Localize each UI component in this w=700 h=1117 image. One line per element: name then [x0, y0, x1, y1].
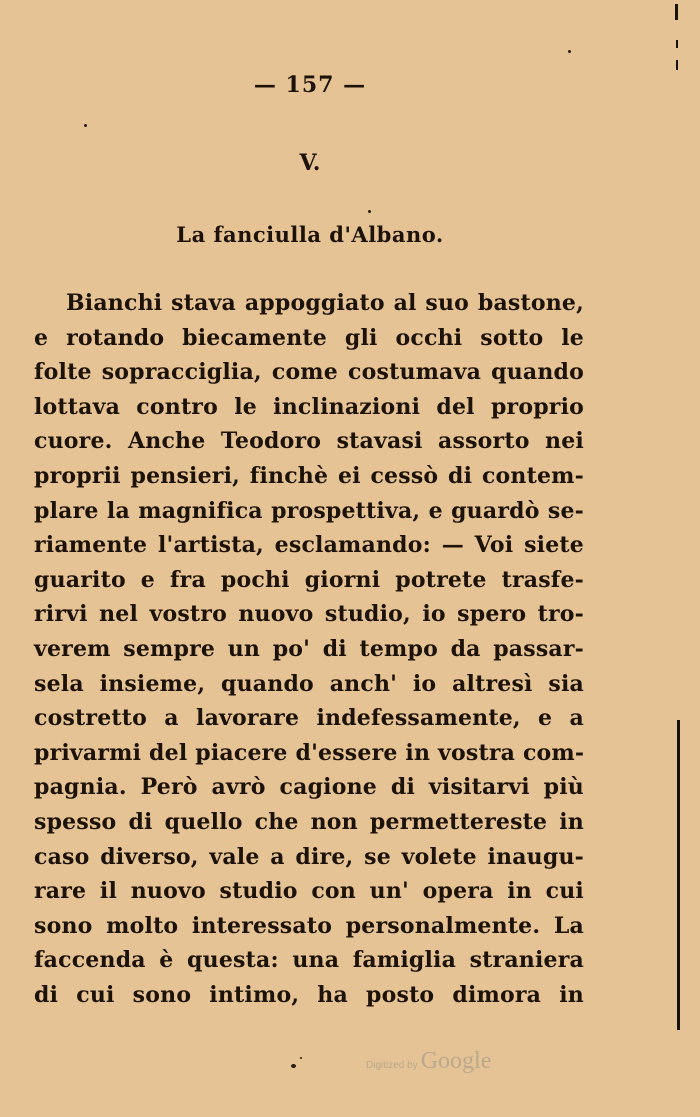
text-line: sono molto interessato personalmente. La [34, 912, 584, 939]
page-number: — 157 — [253, 72, 367, 98]
text-line: cuore. Anche Teodoro stavasi assorto nei [34, 428, 584, 455]
text-line: lottava contro le inclinazioni del proprio [34, 393, 584, 420]
text-line: costretto a lavorare indefessamente, e a [34, 705, 584, 732]
scan-speck [568, 50, 571, 53]
text-line: pagnia. Però avrò cagione di visitarvi più [34, 774, 584, 801]
text-line: e rotando biecamente gli occhi sotto le [34, 324, 584, 351]
scan-speck [291, 1064, 296, 1068]
watermark-digitized-by: Digitized by [366, 1060, 418, 1071]
scan-edge-mark-dash [676, 60, 678, 70]
text-line: caso diverso, vale a dire, se volete inaugu- [34, 843, 584, 870]
scan-edge-mark-top [675, 4, 678, 20]
text-line: proprii pensieri, finchè ei cessò di contem- [34, 462, 584, 489]
chapter-title: La fanciulla d'Albano. [176, 222, 444, 247]
scan-edge-line [677, 720, 680, 1030]
scan-speck [300, 1057, 302, 1059]
text-line: verem sempre un po' di tempo da passar- [34, 635, 584, 662]
text-line: rare il nuovo studio con un' opera in cui [34, 878, 584, 905]
scan-edge-mark-dash [676, 40, 678, 48]
watermark-brand: Google [420, 1048, 492, 1074]
text-line: rirvi nel vostro nuovo studio, io spero tro- [34, 601, 584, 628]
chapter-number: V. [299, 150, 321, 176]
text-line: spesso di quello che non permettereste in [34, 808, 584, 835]
body-text [34, 286, 584, 1012]
google-watermark [366, 1048, 491, 1075]
text-line: faccenda è questa: una famiglia straniera [34, 947, 584, 974]
text-line: folte sopracciglia, come costumava quando [34, 359, 584, 386]
text-line: guarito e fra pochi giorni potrete trasfe- [34, 566, 584, 593]
text-line: sela insieme, quando anch' io altresì sia [34, 670, 584, 697]
scan-speck [368, 210, 371, 213]
text-line: privarmi del piacere d'essere in vostra com- [34, 739, 585, 766]
text-line: di cui sono intimo, ha posto dimora in [34, 981, 584, 1008]
scan-speck [84, 124, 87, 127]
text-line: Bianchi stava appoggiato al suo bastone, [66, 290, 584, 316]
text-line: riamente l'artista, esclamando: — Voi siete [34, 532, 584, 559]
text-line: plare la magnifica prospettiva, e guardò se- [34, 497, 584, 524]
